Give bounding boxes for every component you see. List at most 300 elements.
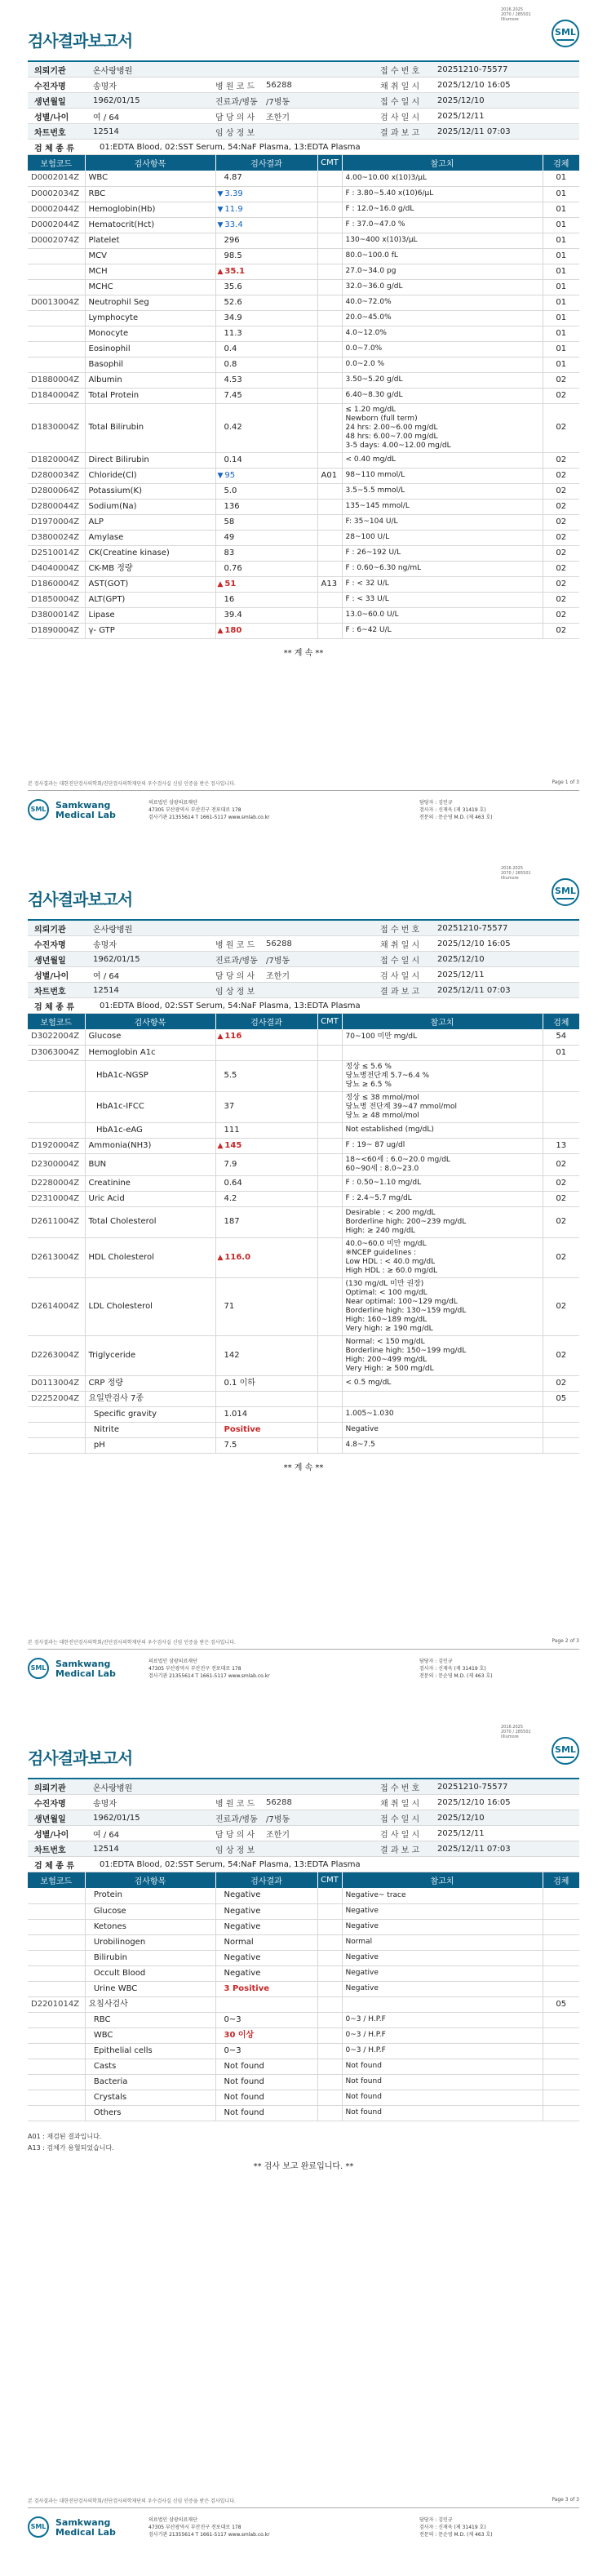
table-row	[28, 233, 579, 248]
table-row	[28, 372, 579, 388]
test-result	[215, 2043, 317, 2059]
header-row	[28, 1857, 579, 1872]
header-label: 임 상 정 보	[215, 128, 255, 138]
test-result	[215, 1950, 317, 1965]
report-title: 검사결과보고서	[28, 1748, 133, 1768]
lab-logo: SML	[28, 2516, 49, 2538]
comment-code	[317, 217, 342, 233]
insurance-code	[28, 1060, 85, 1091]
reference-range: 13.0~60.0 U/L	[342, 607, 543, 623]
insurance-code: D1820004Z	[28, 452, 85, 468]
comment-code	[317, 1888, 342, 1903]
header-label: 접 수 일 시	[380, 956, 420, 966]
header-label: 채 취 일 시	[380, 82, 420, 91]
address-line: 검사기관 21355614 T 1661-5117 www.smlab.co.kr	[148, 815, 270, 820]
header-label: 성별/나이	[34, 113, 69, 122]
specimen-code: 02	[543, 576, 579, 592]
header-value: 2025/12/11 07:03	[437, 127, 511, 136]
high-flag-icon: ▲	[217, 1033, 224, 1042]
header-label: 결 과 보 고	[380, 987, 420, 997]
comment-code	[317, 499, 342, 514]
result-value: 0.4	[224, 344, 237, 353]
insurance-code: D2800044Z	[28, 499, 85, 514]
specimen-code: 02	[543, 592, 579, 607]
header-label: 진료과/병동	[215, 956, 258, 966]
table-footer	[28, 641, 579, 658]
insurance-code: D1850004Z	[28, 592, 85, 607]
specimen-code: 02	[543, 1277, 579, 1335]
header-value: 2025/12/11	[437, 1828, 485, 1838]
comment-code	[317, 2012, 342, 2027]
table-row	[28, 1437, 579, 1453]
header-value: 여 / 64	[93, 971, 120, 981]
comment-code	[317, 1138, 342, 1153]
header-value: 2025/12/11 07:03	[437, 1844, 511, 1854]
insurance-code	[28, 2059, 85, 2074]
table-row	[28, 1903, 579, 1919]
address-line: 검사기관 21355614 T 1661-5117 www.smlab.co.kr	[148, 2532, 270, 2538]
accreditation-notice: 본 검사결과는 대한진단검사의학회/진단검사의학재단의 우수검사실 신임 인증을 받은 검사입니다.	[28, 2497, 579, 2508]
specimen-code: 01	[543, 279, 579, 295]
lab-name	[55, 2518, 116, 2538]
header-row	[28, 140, 579, 155]
reference-range: 135~145 mmol/L	[342, 499, 543, 514]
specimen-code	[543, 1903, 579, 1919]
header-label: 채 취 일 시	[380, 940, 420, 950]
column-header: 검체	[543, 1014, 579, 1029]
signature-line: 검사자 : 신재욱 (제 31419 호)	[419, 1666, 486, 1672]
test-item: BUN	[85, 1153, 215, 1175]
header-label: 접 수 번 호	[380, 1783, 420, 1793]
table-footer	[28, 1455, 579, 1472]
table-row	[28, 403, 579, 452]
comment-code	[317, 483, 342, 499]
insurance-code: D2613004Z	[28, 1237, 85, 1277]
result-value: 35.1	[224, 266, 246, 276]
header-row	[28, 1841, 579, 1857]
sml-logo: SML	[552, 20, 579, 47]
insurance-code	[28, 2027, 85, 2043]
footer	[28, 796, 579, 837]
insurance-code: D2510014Z	[28, 545, 85, 561]
test-item: Monocyte	[85, 326, 215, 341]
header-label: 진료과/병동	[215, 97, 258, 107]
insurance-code: D2252004Z	[28, 1391, 85, 1406]
result-value: Normal	[224, 1937, 254, 1947]
test-item: Lipase	[85, 607, 215, 623]
specimen-code: 13	[543, 1138, 579, 1153]
test-result	[215, 576, 317, 592]
table-row	[28, 1029, 579, 1045]
reference-range: F : 26~192 U/L	[342, 545, 543, 561]
comment-code	[317, 530, 342, 545]
signature-line: 검사자 : 신재욱 (제 31419 호)	[419, 2525, 486, 2530]
specimen-types: 01:EDTA Blood, 02:SST Serum, 54:NaF Plasma, 13:EDTA Plasma	[100, 1859, 361, 1869]
header-label: 차트번호	[34, 128, 66, 138]
insurance-code	[28, 1903, 85, 1919]
insurance-code	[28, 1122, 85, 1138]
insurance-code: D3063004Z	[28, 1045, 85, 1060]
result-value: 136	[224, 501, 240, 511]
test-item: RBC	[85, 2012, 215, 2027]
address-line: 47305 부산광역시 부산진구 전포대로 178	[148, 2525, 241, 2530]
table-row	[28, 1422, 579, 1437]
test-item: Direct Bilirubin	[85, 452, 215, 468]
high-flag-icon: ▲	[217, 580, 224, 588]
result-value: 49	[224, 532, 235, 542]
reference-range: Not found	[342, 2074, 543, 2090]
test-item: Neutrophil Seg	[85, 295, 215, 310]
reference-range: < 0.40 mg/dL	[342, 452, 543, 468]
page-number: Page 1 of 3	[552, 779, 579, 785]
test-item: Epithelial cells	[85, 2043, 215, 2059]
header-value: 2025/12/11 07:03	[437, 985, 511, 995]
insurance-code: D0002014Z	[28, 171, 85, 186]
insurance-code: D0002074Z	[28, 233, 85, 248]
result-value: 58	[224, 517, 235, 526]
table-row	[28, 388, 579, 403]
footer	[28, 2513, 579, 2554]
table-row	[28, 607, 579, 623]
table-row	[28, 1175, 579, 1191]
table-row	[28, 202, 579, 217]
result-value: 4.2	[224, 1193, 237, 1203]
signatures	[419, 1658, 493, 1680]
reference-range: 130~400 x(10)3/μL	[342, 233, 543, 248]
test-result	[215, 1122, 317, 1138]
specimen-code: 01	[543, 186, 579, 202]
address-line: 47305 부산광역시 부산진구 전포대로 178	[148, 807, 241, 813]
reference-range: 0.0~2.0 %	[342, 357, 543, 372]
header-label: 의뢰기관	[34, 66, 66, 76]
table-row	[28, 545, 579, 561]
header-label: 검 체 종 류	[34, 1002, 75, 1012]
accreditation-notice: 본 검사결과는 대한진단검사의학회/진단검사의학재단의 우수검사실 신임 인증을 받은 검사입니다.	[28, 1638, 579, 1650]
header-value: 1962/01/15	[93, 95, 140, 105]
test-item: Ammonia(NH3)	[85, 1138, 215, 1153]
test-item: MCH	[85, 264, 215, 279]
column-header: 참고치	[342, 1872, 543, 1888]
specimen-code	[543, 1406, 579, 1422]
reference-range: 18~<60세 : 6.0~20.0 mg/dL 60~90세 : 8.0~23.0	[342, 1153, 543, 1175]
test-result	[215, 2105, 317, 2121]
result-value: 5.0	[224, 486, 237, 495]
test-result	[215, 1437, 317, 1453]
column-header: 보험코드	[28, 1014, 85, 1029]
table-row	[28, 186, 579, 202]
lab-name-line: Medical Lab	[55, 810, 116, 820]
reference-range: Negative	[342, 1422, 543, 1437]
specimen-code	[543, 1122, 579, 1138]
comment-code	[317, 1045, 342, 1060]
test-item: Eosinophil	[85, 341, 215, 357]
patient-header	[28, 60, 579, 155]
comment-code	[317, 1422, 342, 1437]
comment-code	[317, 403, 342, 452]
table-row	[28, 279, 579, 295]
test-result	[215, 202, 317, 217]
test-item: Sodium(Na)	[85, 499, 215, 514]
insurance-code: D0002034Z	[28, 186, 85, 202]
comment-code	[317, 1934, 342, 1950]
test-result	[215, 1060, 317, 1091]
specimen-code: 01	[543, 310, 579, 326]
specimen-code: 01	[543, 171, 579, 186]
column-header: 검사결과	[215, 155, 317, 171]
test-result	[215, 357, 317, 372]
comment-code	[317, 295, 342, 310]
table-row	[28, 530, 579, 545]
comment-code	[317, 1437, 342, 1453]
test-result	[215, 1888, 317, 1903]
table-row	[28, 2059, 579, 2074]
test-result	[215, 1934, 317, 1950]
specimen-code: 02	[543, 607, 579, 623]
comment-code	[317, 1391, 342, 1406]
test-result	[215, 452, 317, 468]
insurance-code: D0002044Z	[28, 202, 85, 217]
result-value: 1.014	[224, 1409, 248, 1419]
test-result	[215, 1045, 317, 1060]
result-value: 83	[224, 548, 235, 557]
table-row	[28, 2043, 579, 2059]
column-header: 참고치	[342, 155, 543, 171]
lab-name-line: Samkwang	[55, 2517, 111, 2528]
high-flag-icon: ▲	[217, 1141, 224, 1150]
comment-code	[317, 233, 342, 248]
test-result	[215, 607, 317, 623]
header-label: 임 상 정 보	[215, 987, 255, 997]
specimen-code: 02	[543, 1175, 579, 1191]
insurance-code	[28, 2012, 85, 2027]
table-row	[28, 1091, 579, 1122]
test-result	[215, 623, 317, 638]
address-line: 의료법인 삼광의료재단	[148, 800, 197, 806]
specimen-code	[543, 1981, 579, 1996]
comment-code	[317, 1996, 342, 2012]
test-result	[215, 1422, 317, 1437]
reference-range: Negative	[342, 1919, 543, 1934]
column-header: 검체	[543, 155, 579, 171]
comment-code	[317, 341, 342, 357]
specimen-code: 02	[543, 514, 579, 530]
low-flag-icon: ▼	[217, 471, 224, 480]
header-label: 차트번호	[34, 1845, 66, 1855]
reference-range: F : 2.4~5.7 mg/dL	[342, 1191, 543, 1206]
insurance-code	[28, 2105, 85, 2121]
test-result	[215, 530, 317, 545]
specimen-code: 01	[543, 233, 579, 248]
table-row	[28, 1919, 579, 1934]
specimen-code: 02	[543, 452, 579, 468]
table-row	[28, 310, 579, 326]
specimen-code	[543, 2027, 579, 2043]
table-row	[28, 357, 579, 372]
specimen-code: 02	[543, 530, 579, 545]
specimen-code: 01	[543, 264, 579, 279]
specimen-code: 02	[543, 545, 579, 561]
header-value: 여 / 64	[93, 113, 120, 122]
header-label: 검 사 일 시	[380, 113, 420, 122]
report-page	[0, 859, 607, 1717]
header-label: 의뢰기관	[34, 1783, 66, 1793]
specimen-code: 02	[543, 483, 579, 499]
signature-line: 전문의 : 문순영 M.D. (제 463 호)	[419, 815, 493, 820]
reference-range: Negative	[342, 1965, 543, 1981]
result-value: 16	[224, 594, 235, 604]
test-item: Urine WBC	[85, 1981, 215, 1996]
test-result	[215, 1919, 317, 1934]
header-row	[28, 998, 579, 1014]
test-item: Hemoglobin(Hb)	[85, 202, 215, 217]
table-row	[28, 2027, 579, 2043]
sml-logo: SML	[552, 878, 579, 906]
insurance-code: D1860004Z	[28, 576, 85, 592]
reference-range: (130 mg/dL 미만 권장) Optimal: < 100 mg/dL Near optimal: 100~129 mg/dL Borderline high: 130~159 mg/dL High: 160~189 mg/dL Very high: ≥ 190 mg/dL	[342, 1277, 543, 1335]
reference-range: 28~100 U/L	[342, 530, 543, 545]
header-row	[28, 93, 579, 109]
header-label: 검 사 일 시	[380, 1830, 420, 1840]
test-item: Crystals	[85, 2090, 215, 2105]
header-value: 12514	[93, 985, 119, 995]
column-header: 보험코드	[28, 155, 85, 171]
header-value: 20251210-75577	[437, 64, 508, 74]
signatures	[419, 799, 493, 821]
column-header: CMT	[317, 1872, 342, 1888]
result-value: Not found	[224, 2092, 264, 2102]
address-line: 의료법인 삼광의료재단	[148, 2517, 197, 2523]
specimen-code	[543, 1919, 579, 1934]
comment-code	[317, 1060, 342, 1091]
header-value: 온사랑병원	[93, 1783, 133, 1793]
specimen-code: 01	[543, 248, 579, 264]
table-row	[28, 295, 579, 310]
reference-range: Negative~ trace	[342, 1888, 543, 1903]
comment-code	[317, 561, 342, 576]
test-item: 요침사검사	[85, 1996, 215, 2012]
header-value: 2025/12/10 16:05	[437, 80, 511, 90]
comment-code	[317, 310, 342, 326]
column-header: CMT	[317, 1014, 342, 1029]
test-item: Platelet	[85, 233, 215, 248]
report-page	[0, 0, 607, 859]
test-item: Total Protein	[85, 388, 215, 403]
header-label: 접 수 번 호	[380, 925, 420, 935]
high-flag-icon: ▲	[217, 626, 224, 635]
test-result	[215, 1277, 317, 1335]
reference-range: 70~100 미만 mg/dL	[342, 1029, 543, 1045]
test-item: Occult Blood	[85, 1965, 215, 1981]
header-label: 임 상 정 보	[215, 1845, 255, 1855]
comment-code	[317, 1919, 342, 1934]
reference-range	[342, 1045, 543, 1060]
test-result	[215, 592, 317, 607]
header-value: 12514	[93, 127, 119, 136]
continue-mark: ** 계 속 **	[283, 1463, 324, 1472]
insurance-code	[28, 326, 85, 341]
results-table	[28, 1872, 579, 2121]
result-value: 116	[224, 1032, 242, 1042]
table-row	[28, 483, 579, 499]
insurance-code: D2201014Z	[28, 1996, 85, 2012]
specimen-code	[543, 1437, 579, 1453]
header-label: 생년월일	[34, 1814, 66, 1824]
signature-line: 담당자 : 김민규	[419, 1659, 453, 1664]
test-item: Hemoglobin A1c	[85, 1045, 215, 1060]
lab-logo: SML	[28, 1658, 49, 1679]
result-value: 98.5	[224, 251, 242, 260]
specimen-code: 01	[543, 341, 579, 357]
result-value: 7.9	[224, 1159, 237, 1169]
test-item: Albumin	[85, 372, 215, 388]
test-result	[215, 1138, 317, 1153]
reference-range: F : < 32 U/L	[342, 576, 543, 592]
table-row	[28, 1060, 579, 1091]
header-label: 검 체 종 류	[34, 1861, 75, 1871]
header-value: /7병동	[266, 1814, 290, 1824]
reference-range: F : 0.50~1.10 mg/dL	[342, 1175, 543, 1191]
reference-range	[342, 1996, 543, 2012]
specimen-code: 02	[543, 1237, 579, 1277]
document-code: 2016.2025 2070 / 285501 Illiumore	[501, 7, 531, 22]
header-label: 접 수 일 시	[380, 97, 420, 107]
header-value: 56288	[266, 80, 292, 90]
comment-code: A01	[317, 468, 342, 483]
column-header: 검사항목	[85, 155, 215, 171]
specimen-code: 02	[543, 372, 579, 388]
table-row	[28, 452, 579, 468]
specimen-code: 01	[543, 295, 579, 310]
header-label: 결 과 보 고	[380, 1845, 420, 1855]
test-item: Uric Acid	[85, 1191, 215, 1206]
table-row	[28, 1277, 579, 1335]
reference-range: F : 37.0~47.0 %	[342, 217, 543, 233]
low-flag-icon: ▼	[217, 205, 224, 214]
test-result	[215, 1996, 317, 2012]
test-result	[215, 1175, 317, 1191]
comment-code	[317, 607, 342, 623]
reference-range: F : 6~42 U/L	[342, 623, 543, 638]
test-result	[215, 1375, 317, 1391]
insurance-code	[28, 341, 85, 357]
result-value: 0.14	[224, 455, 242, 464]
test-result	[215, 1237, 317, 1277]
header-label: 검 사 일 시	[380, 971, 420, 981]
header-value: 12514	[93, 1844, 119, 1854]
test-result	[215, 1206, 317, 1237]
insurance-code: D2280004Z	[28, 1175, 85, 1191]
result-value: 0.76	[224, 563, 242, 573]
table-row	[28, 1122, 579, 1138]
reference-range: Not found	[342, 2090, 543, 2105]
reference-range: 0~3 / H.P.F	[342, 2012, 543, 2027]
insurance-code	[28, 1406, 85, 1422]
accreditation-notice: 본 검사결과는 대한진단검사의학회/진단검사의학재단의 우수검사실 신임 인증을 받은 검사입니다.	[28, 779, 579, 791]
specimen-code	[543, 2059, 579, 2074]
test-result	[215, 1391, 317, 1406]
test-item: ALT(GPT)	[85, 592, 215, 607]
test-result	[215, 1091, 317, 1122]
specimen-code: 54	[543, 1029, 579, 1045]
insurance-code	[28, 1950, 85, 1965]
test-item: Chloride(Cl)	[85, 468, 215, 483]
insurance-code	[28, 1981, 85, 1996]
test-result	[215, 372, 317, 388]
header-value: 2025/12/10 16:05	[437, 939, 511, 948]
header-value: 조한기	[266, 1830, 290, 1840]
test-item: HbA1c-eAG	[85, 1122, 215, 1138]
results-table	[28, 155, 579, 639]
